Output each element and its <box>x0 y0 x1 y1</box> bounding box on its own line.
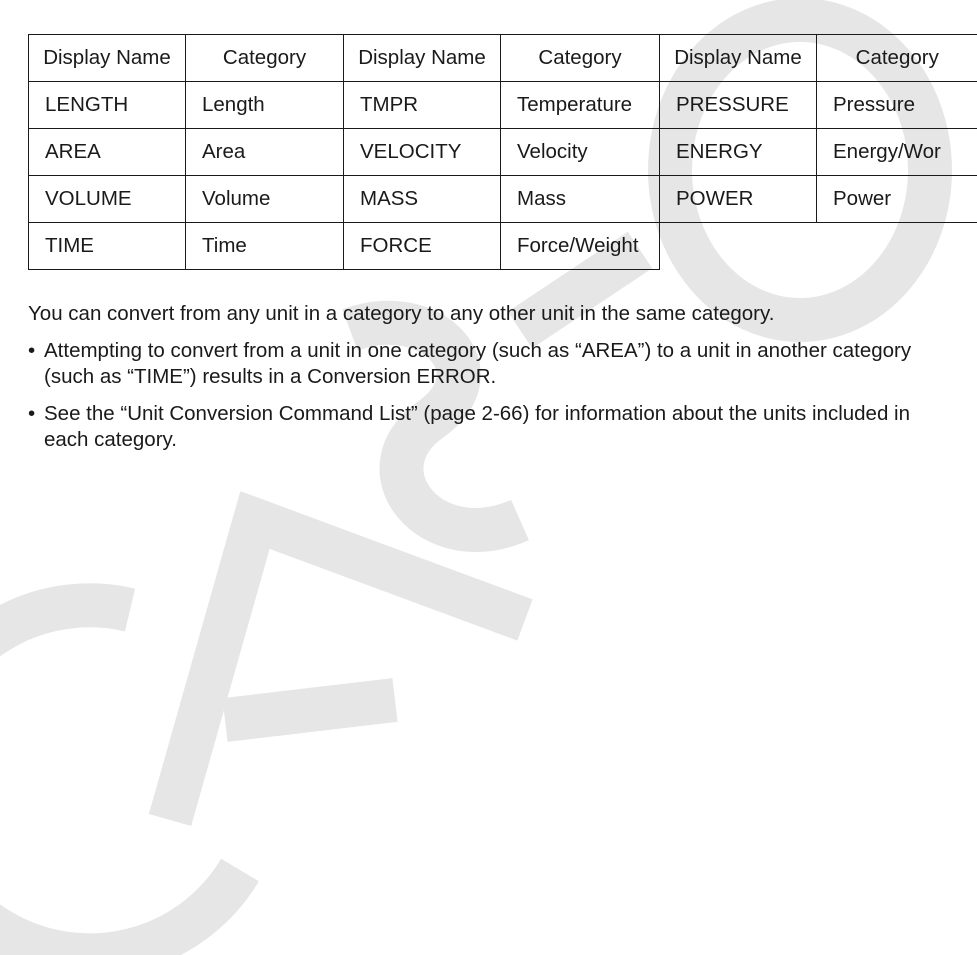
table-cell: Power <box>817 176 977 223</box>
table-cell: Energy/Wor <box>817 129 977 176</box>
table-cell: TIME <box>29 223 186 270</box>
table-cell: Length <box>186 82 344 129</box>
table-cell: Mass <box>501 176 660 223</box>
list-item <box>28 401 948 453</box>
list-item <box>28 338 948 390</box>
bullet-icon: • <box>28 402 36 425</box>
table-cell: VOLUME <box>29 176 186 223</box>
table-cell: FORCE <box>344 223 501 270</box>
bullet-icon: • <box>28 339 36 362</box>
header-category: Category <box>186 35 344 82</box>
table-cell: Pressure <box>817 82 977 129</box>
table-row <box>29 82 977 129</box>
table-cell: POWER <box>660 176 817 223</box>
table-row <box>29 176 977 223</box>
table-header-row <box>29 35 977 82</box>
note-text: Attempting to convert from a unit in one category (such as “AREA”) to a unit in another category (such as “TIME”) results in a Conversion ERROR. <box>44 339 912 388</box>
unit-category-table <box>28 34 977 270</box>
header-display-name: Display Name <box>29 35 186 82</box>
empty-cell <box>660 223 817 270</box>
note-text: See the “Unit Conversion Command List” (page 2-66) for information about the units included in each category. <box>44 402 911 451</box>
table-cell: Time <box>186 223 344 270</box>
table-cell: AREA <box>29 129 186 176</box>
header-category: Category <box>817 35 977 82</box>
table-cell: MASS <box>344 176 501 223</box>
table-cell: ENERGY <box>660 129 817 176</box>
table-cell: Area <box>186 129 344 176</box>
table-row <box>29 223 977 270</box>
header-category: Category <box>501 35 660 82</box>
table-cell: Force/Weight <box>501 223 660 270</box>
empty-cell <box>817 223 977 270</box>
table-cell: Velocity <box>501 129 660 176</box>
table-cell: TMPR <box>344 82 501 129</box>
table-cell: PRESSURE <box>660 82 817 129</box>
table-cell: Temperature <box>501 82 660 129</box>
header-display-name: Display Name <box>660 35 817 82</box>
notes-list <box>28 338 948 464</box>
intro-paragraph: You can convert from any unit in a category to any other unit in the same category. <box>28 302 775 325</box>
table-row <box>29 129 977 176</box>
table-cell: VELOCITY <box>344 129 501 176</box>
header-display-name: Display Name <box>344 35 501 82</box>
table-cell: Volume <box>186 176 344 223</box>
table-cell: LENGTH <box>29 82 186 129</box>
